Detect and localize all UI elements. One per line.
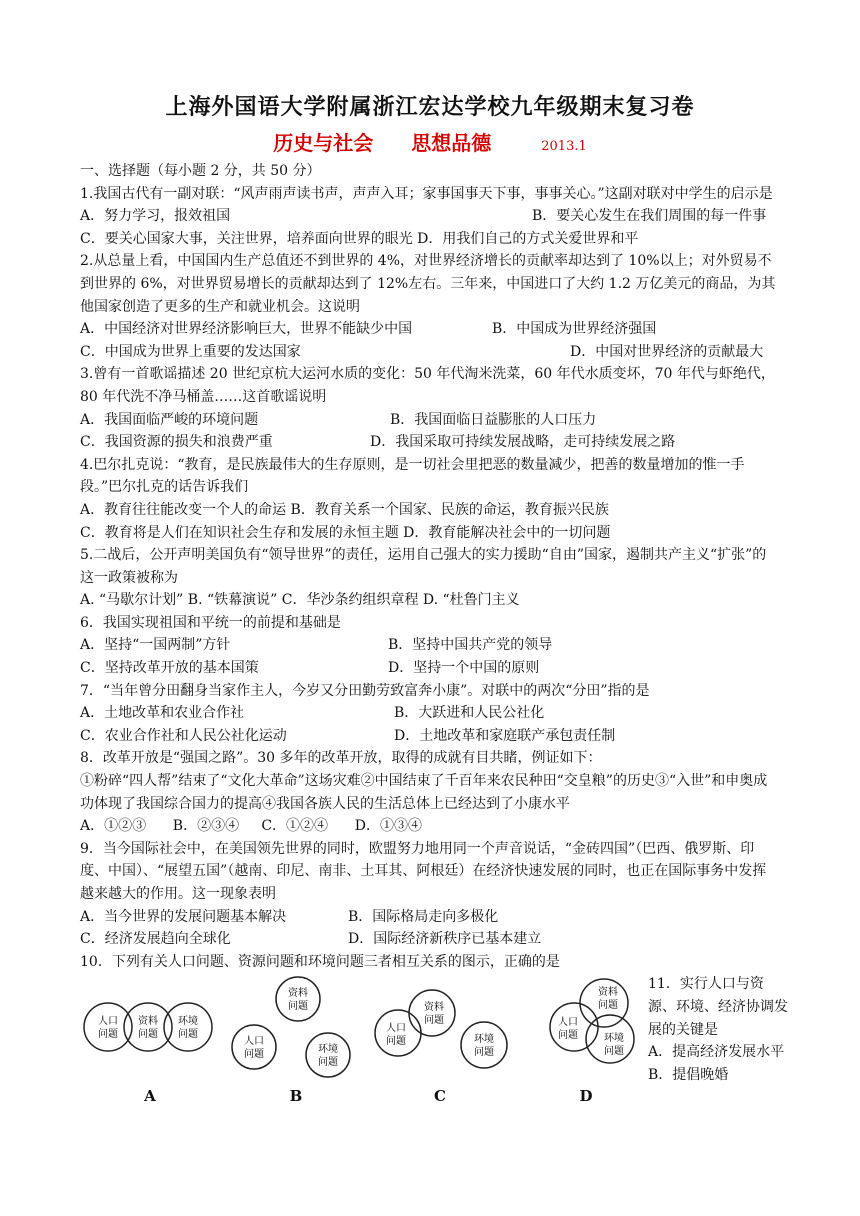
subject-history-society: 历史与社会 — [273, 131, 374, 155]
question-2-stem: 2.从总量上看，中国国内生产总值还不到世界的 4%，对世界经济增长的贡献率却达到了 10%以上；对外贸易不到世界的 6%，对世界贸易增长的贡献却达到了 12%左右。三年来，中国进口了大约 1.2 万亿美元的商品，为其他国家创造了更多的生产和就业机会。这说明 — [80, 253, 776, 315]
question-7-option-b: B．大跃进和人民公社化 — [394, 705, 545, 722]
subject-ideology-morality: 思想品德 — [411, 131, 492, 155]
exam-page — [80, 88, 788, 1143]
diagram-a-svg — [80, 975, 220, 1085]
question-3-option-d: D．我国采取可持续发展战略，走可持续发展之路 — [370, 434, 676, 451]
question-9-option-b: B．国际格局走向多极化 — [348, 908, 499, 925]
question-9-option-d: D．国际经济新秩序已基本建立 — [348, 931, 542, 948]
diagram-b-environment-circle — [306, 1033, 350, 1077]
question-3-options-cd — [80, 431, 780, 454]
question-11-options: A．提高经济发展水平 B．提倡晚婚 — [648, 1044, 785, 1083]
diagram-c-label: C — [434, 1087, 446, 1106]
question-3-stem: 3.曾有一首歌谣描述 20 世纪京杭大运河水质的变化：50 年代淘米洗菜，60 年代水质变坏，70 年代与虾绝代，80 年代洗不净马桶盖……这首歌谣说明 — [80, 366, 775, 405]
diagram-a-environment-l1: 环境 — [178, 1016, 198, 1028]
diagram-d-label: D — [579, 1087, 593, 1106]
question-7-options-cd — [80, 725, 780, 748]
diagram-b-environment-l1: 环境 — [318, 1044, 338, 1056]
diagram-c-population-l1: 人口 — [386, 1023, 406, 1035]
diagram-b-resource-circle — [276, 977, 320, 1021]
diagram-b — [226, 975, 366, 1106]
diagram-c-environment-circle — [461, 1022, 507, 1068]
question-7-stem: 7．“当年曾分田翻身当家作主人，今岁又分田勤劳致富奔小康”。对联中的两次“分田”指的是 — [80, 682, 650, 699]
question-6-option-b: B．坚持中国共产党的领导 — [388, 637, 553, 654]
diagram-d-environment-l1: 环境 — [604, 1033, 624, 1045]
diagram-a-population-l2: 问题 — [98, 1029, 118, 1041]
question-4-stem: 4.巴尔扎克说：“教育，是民族最伟大的生存原则，是一切社会里把恶的数量减少，把善的数量增加的惟一手段。”巴尔扎克的话告诉我们 — [80, 456, 745, 496]
diagram-b-population-l1: 人口 — [244, 1036, 264, 1048]
question-2-option-d: D．中国对世界经济的贡献最大 — [570, 343, 764, 360]
question-10-stem: 10．下列有关人口问题、资源问题和环境问题三者相互关系的图示，正确的是 — [80, 953, 560, 970]
question-6-option-a: A．坚持“一国两制”方针 — [80, 637, 231, 654]
diagram-c — [370, 975, 510, 1106]
diagram-b-environment-l2: 问题 — [318, 1057, 338, 1069]
subject-line — [80, 126, 780, 160]
diagram-c-environment-l1: 环境 — [474, 1034, 494, 1046]
question-2-option-a: A．中国经济对世界经济影响巨大，世界不能缺少中国 — [80, 321, 413, 338]
diagram-a-resource-circle — [124, 1003, 172, 1051]
question-1-options-ab — [80, 205, 780, 228]
question-3-options-ab — [80, 409, 780, 432]
exam-title: 上海外国语大学附属浙江宏达学校九年级期末复习卷 — [165, 94, 695, 120]
diagram-b-svg — [226, 975, 366, 1085]
question-9-options-cd — [80, 928, 780, 951]
diagram-a-label: A — [144, 1087, 156, 1106]
diagram-a-population-circle — [84, 1003, 132, 1051]
question-5-options: A. “马歇尔计划” B. “铁幕演说” C．华沙条约组织章程 D. “杜鲁门主义 — [80, 592, 520, 609]
question-7-option-a: A．土地改革和农业合作社 — [80, 705, 245, 722]
diagram-a-population-l1: 人口 — [98, 1016, 118, 1028]
question-9-options-ab — [80, 906, 780, 929]
diagram-a-resource-l1: 资料 — [138, 1016, 158, 1028]
diagram-d — [516, 975, 656, 1106]
diagram-a-resource-l2: 问题 — [138, 1029, 158, 1041]
question-6-options-cd — [80, 657, 780, 680]
question-1-option-b: B．要关心发生在我们周围的每一件事 — [532, 208, 767, 225]
question-5-stem: 5.二战后，公开声明美国负有“领导世界”的责任，运用自己强大的实力援助“自由”国家，遏制共产主义“扩张”的这一政策被称为 — [80, 547, 767, 586]
diagram-b-population-l2: 问题 — [244, 1049, 264, 1061]
question-3-option-c: C．我国资源的损失和浪费严重 — [80, 434, 273, 451]
diagram-c-resource-l2: 问题 — [424, 1015, 444, 1027]
diagram-a-environment-circle — [164, 1003, 212, 1051]
question-4-options-ab: A．教育往往能改变一个人的命运 B．教育关系一个国家、民族的命运，教育振兴民族 — [80, 501, 609, 518]
diagram-c-population-l2: 问题 — [386, 1036, 406, 1048]
diagram-d-resource-l1: 资料 — [598, 987, 618, 999]
question-8-items: ①粉碎“四人帮”结束了“文化大革命”这场灾难②中国结束了千百年来农民种田“交皇粮”的历史③“入世”和申奥成功体现了我国综合国力的提高④我国各族人民的生活总体上已经达到了小康水平 — [80, 773, 768, 812]
question-10-figures — [80, 973, 788, 1143]
diagram-a — [80, 975, 220, 1106]
question-3-option-b: B．我国面临日益膨胀的人口压力 — [390, 411, 597, 428]
diagram-c-resource-l1: 资料 — [424, 1002, 444, 1014]
question-7-options-ab — [80, 702, 780, 725]
question-7-option-c: C．农业合作社和人民公社化运动 — [80, 727, 287, 744]
diagram-d-resource-l2: 问题 — [598, 1000, 618, 1012]
diagram-b-resource-l1: 资料 — [288, 988, 308, 1000]
question-6-options-ab — [80, 634, 780, 657]
question-11-stem: 11．实行人口与资源、环境、经济协调发展的关键是 — [648, 976, 788, 1038]
diagram-b-label: B — [289, 1087, 303, 1106]
question-1-stem: 1.我国古代有一副对联：“风声雨声读书声，声声入耳；家事国事天下事，事事关心。”这副对联对中学生的启示是 — [80, 185, 773, 202]
question-7-option-d: D．土地改革和家庭联产承包责任制 — [394, 727, 616, 744]
exam-date: 2013.1 — [541, 139, 587, 154]
diagram-c-resource-circle — [409, 990, 455, 1036]
diagram-d-environment-l2: 问题 — [604, 1046, 624, 1058]
question-9-stem: 9．当今国际社会中，在美国领先世界的同时，欧盟努力地用同一个声音说话，“金砖四国”（巴西、俄罗斯、印度、中国）、“展望五国”（越南、印尼、南非、土耳其、阿根廷）在经济快速发展的同时，也正在国际事务中发挥越来越大的作用。这一现象表明 — [80, 840, 767, 902]
diagram-c-environment-l2: 问题 — [474, 1047, 494, 1059]
diagram-a-environment-l2: 问题 — [178, 1029, 198, 1041]
question-1-option-a: A．努力学习，报效祖国 — [80, 208, 231, 225]
question-2-option-b: B．中国成为世界经济强国 — [492, 321, 657, 338]
question-8-options: A．①②③ B．②③④ C．①②④ D．①③④ — [80, 818, 422, 835]
question-2-option-c: C．中国成为世界上重要的发达国家 — [80, 343, 301, 360]
question-6-stem: 6．我国实现祖国和平统一的前提和基础是 — [80, 614, 341, 631]
question-2-options-cd — [80, 341, 780, 364]
question-6-option-c: C．坚持改革开放的基本国策 — [80, 660, 259, 677]
diagram-d-population-l1: 人口 — [558, 1017, 578, 1029]
section-heading: 一、选择题（每小题 2 分，共 50 分） — [80, 163, 321, 179]
question-1-options-cd: C．要关心国家大事，关注世界，培养面向世界的眼光 D．用我们自己的方式关爱世界和平 — [80, 230, 639, 247]
question-11 — [648, 973, 788, 1086]
question-8-stem: 8．改革开放是“强国之路”。30 多年的改革开放，取得的成就有目共睹，例证如下： — [80, 750, 602, 767]
question-9-option-c: C．经济发展趋向全球化 — [80, 931, 231, 948]
question-6-option-d: D．坚持一个中国的原则 — [388, 660, 540, 677]
question-4-options-cd: C．教育将是人们在知识社会生存和发展的永恒主题 D．教育能解决社会中的一切问题 — [80, 524, 611, 541]
diagram-b-population-circle — [232, 1025, 276, 1069]
question-2-options-ab — [80, 318, 780, 341]
diagram-c-svg — [370, 975, 510, 1085]
diagram-b-resource-l2: 问题 — [288, 1001, 308, 1013]
question-3-option-a: A．我国面临严峻的环境问题 — [80, 411, 259, 428]
diagram-d-svg — [516, 975, 656, 1085]
question-9-option-a: A．当今世界的发展问题基本解决 — [80, 908, 287, 925]
diagram-d-population-l2: 问题 — [558, 1030, 578, 1042]
